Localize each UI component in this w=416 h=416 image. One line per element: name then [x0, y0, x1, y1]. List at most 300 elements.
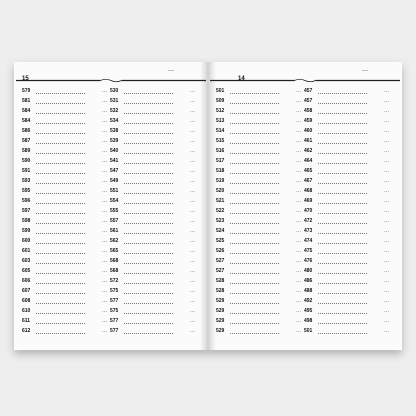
toc-entry	[110, 126, 195, 136]
toc-entry	[110, 266, 195, 276]
toc-entry-title: …	[102, 268, 107, 274]
toc-page-number: 529	[216, 328, 225, 334]
dot-leader	[36, 313, 85, 314]
toc-entry	[110, 136, 195, 146]
toc-entry	[216, 156, 301, 166]
toc-entry-title: …	[384, 248, 389, 254]
toc-entry	[216, 196, 301, 206]
toc-page-number: 512	[216, 108, 225, 114]
dot-leader	[124, 173, 173, 174]
toc-entry-title: …	[102, 208, 107, 214]
toc-entry	[216, 266, 301, 276]
toc-page-number: 581	[22, 98, 31, 104]
toc-page-number: 595	[22, 188, 31, 194]
page-header	[214, 66, 396, 82]
toc-page-number: 562	[110, 238, 119, 244]
toc-entry	[304, 96, 389, 106]
toc-page-number: 529	[216, 318, 225, 324]
toc-page-number: 607	[22, 288, 31, 294]
toc-entry-title: …	[296, 188, 301, 194]
toc-entry-title: …	[384, 108, 389, 114]
toc-entry	[110, 326, 195, 336]
toc-entry-title: …	[102, 228, 107, 234]
toc-entry-title: …	[384, 308, 389, 314]
toc-entry	[216, 206, 301, 216]
toc-entry	[304, 236, 389, 246]
toc-entry	[304, 246, 389, 256]
dot-leader	[36, 233, 85, 234]
toc-entry-title: …	[190, 198, 195, 204]
toc-entry-title: …	[384, 118, 389, 124]
dot-leader	[36, 113, 85, 114]
toc-entry	[110, 176, 195, 186]
dot-leader	[318, 253, 367, 254]
toc-entry	[22, 226, 107, 236]
dot-leader	[36, 123, 85, 124]
toc-entry	[216, 226, 301, 236]
dot-leader	[124, 333, 173, 334]
dot-leader	[318, 243, 367, 244]
dot-leader	[318, 133, 367, 134]
toc-entry	[22, 106, 107, 116]
toc-entry-title: …	[190, 118, 195, 124]
toc-page-number: 599	[22, 228, 31, 234]
dot-leader	[36, 253, 85, 254]
toc-entry-title: …	[384, 238, 389, 244]
toc-entry	[110, 196, 195, 206]
toc-page-number: 596	[22, 198, 31, 204]
toc-entry-title: …	[384, 148, 389, 154]
toc-page-number: 518	[216, 168, 225, 174]
toc-entry-title: …	[190, 268, 195, 274]
dot-leader	[230, 193, 279, 194]
toc-entry-title: …	[296, 228, 301, 234]
dot-leader	[318, 333, 367, 334]
toc-entry-title: …	[102, 128, 107, 134]
toc-entry	[110, 86, 195, 96]
toc-page-number: 527	[216, 268, 225, 274]
toc-entry-title: …	[102, 118, 107, 124]
dot-leader	[318, 303, 367, 304]
toc-entry	[110, 226, 195, 236]
dot-leader	[230, 143, 279, 144]
toc-page-number: 572	[110, 278, 119, 284]
toc-entry	[216, 116, 301, 126]
dot-leader	[36, 213, 85, 214]
toc-page-number: 486	[304, 278, 313, 284]
toc-page-number: 468	[304, 188, 313, 194]
toc-entry	[304, 186, 389, 196]
dot-leader	[230, 243, 279, 244]
dot-leader	[230, 263, 279, 264]
toc-entry	[216, 326, 301, 336]
dot-leader	[124, 93, 173, 94]
toc-entry	[110, 306, 195, 316]
page-header	[20, 66, 202, 82]
toc-entry-title: …	[384, 258, 389, 264]
toc-page-number: 575	[110, 308, 119, 314]
toc-entry	[304, 276, 389, 286]
toc-entry	[22, 86, 107, 96]
toc-entry	[304, 256, 389, 266]
dot-leader	[318, 313, 367, 314]
toc-page-number: 590	[22, 158, 31, 164]
dot-leader	[36, 153, 85, 154]
dot-leader	[230, 253, 279, 254]
toc-page-number: 584	[22, 118, 31, 124]
dot-leader	[230, 103, 279, 104]
toc-page-number: 513	[216, 118, 225, 124]
toc-entry-title: …	[384, 178, 389, 184]
toc-page-number: 495	[304, 308, 313, 314]
toc-entry	[216, 316, 301, 326]
toc-entry-title: …	[190, 178, 195, 184]
dot-leader	[124, 323, 173, 324]
toc-entry	[22, 116, 107, 126]
dot-leader	[124, 133, 173, 134]
toc-entry	[110, 186, 195, 196]
toc-entry-title: …	[296, 308, 301, 314]
running-header: …	[168, 66, 174, 73]
dot-leader	[124, 213, 173, 214]
toc-entry-title: …	[102, 218, 107, 224]
toc-entry	[110, 106, 195, 116]
dot-leader	[230, 233, 279, 234]
open-book	[14, 62, 402, 350]
toc-entry	[110, 296, 195, 306]
toc-entry	[216, 106, 301, 116]
page-number: 14	[238, 76, 245, 82]
dot-leader	[124, 313, 173, 314]
dot-leader	[318, 193, 367, 194]
dot-leader	[230, 313, 279, 314]
toc-page-number: 480	[304, 268, 313, 274]
dot-leader	[36, 143, 85, 144]
toc-page-number: 577	[110, 318, 119, 324]
dot-leader	[36, 163, 85, 164]
toc-entry-title: …	[384, 218, 389, 224]
dot-leader	[318, 93, 367, 94]
toc-page-number: 457	[304, 88, 313, 94]
toc-entry	[216, 286, 301, 296]
toc-entry	[304, 316, 389, 326]
toc-entry-title: …	[190, 328, 195, 334]
toc-entry-title: …	[384, 128, 389, 134]
dot-leader	[124, 163, 173, 164]
toc-entry	[304, 226, 389, 236]
toc-entry	[22, 316, 107, 326]
dot-leader	[124, 183, 173, 184]
toc-page-number: 498	[304, 318, 313, 324]
toc-entry	[22, 136, 107, 146]
dot-leader	[318, 113, 367, 114]
dot-leader	[124, 193, 173, 194]
toc-page-number: 472	[304, 218, 313, 224]
toc-entry-title: …	[384, 278, 389, 284]
toc-page-number: 529	[216, 298, 225, 304]
toc-entry-title: …	[296, 288, 301, 294]
toc-entry	[22, 326, 107, 336]
toc-entry-title: …	[102, 108, 107, 114]
dot-leader	[230, 93, 279, 94]
toc-page-number: 561	[110, 228, 119, 234]
toc-entry-title: …	[102, 328, 107, 334]
dot-leader	[36, 273, 85, 274]
toc-page-number: 514	[216, 128, 225, 134]
toc-page-number: 464	[304, 158, 313, 164]
toc-page-number: 591	[22, 168, 31, 174]
toc-entry-title: …	[296, 268, 301, 274]
toc-entry-title: …	[102, 148, 107, 154]
toc-page-number: 539	[110, 138, 119, 144]
toc-page-number: 469	[304, 198, 313, 204]
toc-entry-title: …	[296, 278, 301, 284]
toc-entry-title: …	[384, 198, 389, 204]
toc-entry	[22, 306, 107, 316]
toc-entry	[22, 176, 107, 186]
dot-leader	[124, 293, 173, 294]
dot-leader	[36, 333, 85, 334]
toc-entry	[216, 176, 301, 186]
toc-entry	[216, 296, 301, 306]
dot-leader	[318, 273, 367, 274]
toc-entry	[304, 296, 389, 306]
toc-entry	[22, 196, 107, 206]
dot-leader	[36, 263, 85, 264]
toc-page-number: 538	[110, 128, 119, 134]
toc-entry	[110, 146, 195, 156]
toc-entry-title: …	[102, 288, 107, 294]
toc-entry-title: …	[190, 138, 195, 144]
toc-entry	[110, 96, 195, 106]
toc-entry	[216, 276, 301, 286]
toc-page-number: 541	[110, 158, 119, 164]
toc-entry	[216, 96, 301, 106]
toc-page-number: 589	[22, 148, 31, 154]
toc-entry-title: …	[296, 208, 301, 214]
toc-entry	[22, 286, 107, 296]
toc-page-number: 462	[304, 148, 313, 154]
dot-leader	[36, 183, 85, 184]
toc-page-number: 549	[110, 178, 119, 184]
toc-entry	[304, 206, 389, 216]
toc-entry-title: …	[102, 158, 107, 164]
toc-entry	[22, 156, 107, 166]
toc-entry-title: …	[190, 278, 195, 284]
dot-leader	[230, 223, 279, 224]
toc-entry	[22, 276, 107, 286]
toc-entry-title: …	[296, 128, 301, 134]
toc-page-number: 605	[22, 268, 31, 274]
toc-entry-title: …	[296, 178, 301, 184]
toc-page-number: 470	[304, 208, 313, 214]
dot-leader	[230, 203, 279, 204]
dot-leader	[124, 233, 173, 234]
toc-page-number: 568	[110, 258, 119, 264]
dot-leader	[124, 123, 173, 124]
toc-page-number: 532	[110, 108, 119, 114]
dot-leader	[36, 103, 85, 104]
toc-entry	[110, 276, 195, 286]
page-number: 15	[22, 76, 29, 82]
toc-page-number: 606	[22, 278, 31, 284]
toc-page-number: 611	[22, 318, 31, 324]
dot-leader	[230, 283, 279, 284]
dot-leader	[318, 143, 367, 144]
dot-leader	[124, 153, 173, 154]
dot-leader	[36, 243, 85, 244]
toc-page-number: 458	[304, 108, 313, 114]
toc-page-number: 457	[304, 98, 313, 104]
toc-entry	[22, 146, 107, 156]
toc-entry	[304, 146, 389, 156]
dot-leader	[230, 323, 279, 324]
toc-entry-title: …	[384, 138, 389, 144]
dot-leader	[124, 253, 173, 254]
header-ornament-rule	[210, 78, 400, 83]
dot-leader	[318, 183, 367, 184]
toc-entry-title: …	[102, 278, 107, 284]
toc-entry	[304, 176, 389, 186]
toc-page-number: 527	[216, 258, 225, 264]
toc-entry	[304, 106, 389, 116]
toc-entry-title: …	[384, 318, 389, 324]
toc-entry-title: …	[384, 98, 389, 104]
toc-page-number: 528	[216, 278, 225, 284]
toc-entry-title: …	[384, 158, 389, 164]
toc-entry-title: …	[102, 248, 107, 254]
dot-leader	[124, 263, 173, 264]
toc-entry	[216, 216, 301, 226]
dot-leader	[318, 233, 367, 234]
toc-page-number: 526	[216, 248, 225, 254]
toc-page-number: 608	[22, 298, 31, 304]
dot-leader	[318, 263, 367, 264]
toc-entry-title: …	[384, 188, 389, 194]
toc-entry	[216, 86, 301, 96]
toc-entry	[216, 236, 301, 246]
toc-page-number: 474	[304, 238, 313, 244]
toc-entry-title: …	[384, 168, 389, 174]
toc-column	[22, 86, 107, 336]
dot-leader	[36, 173, 85, 174]
toc-entry	[22, 96, 107, 106]
toc-entry	[216, 166, 301, 176]
toc-entry	[22, 296, 107, 306]
toc-entry-title: …	[296, 88, 301, 94]
toc-page-number: 460	[304, 128, 313, 134]
toc-entry	[304, 266, 389, 276]
toc-page-number: 461	[304, 138, 313, 144]
toc-entry	[304, 116, 389, 126]
toc-entry-title: …	[102, 168, 107, 174]
dot-leader	[124, 103, 173, 104]
toc-page-number: 473	[304, 228, 313, 234]
dot-leader	[318, 283, 367, 284]
toc-entry-title: …	[190, 318, 195, 324]
dot-leader	[318, 103, 367, 104]
toc-entry-title: …	[384, 298, 389, 304]
toc-entry	[304, 126, 389, 136]
toc-entry-title: …	[296, 328, 301, 334]
toc-page-number: 517	[216, 158, 225, 164]
dot-leader	[36, 193, 85, 194]
toc-entry-title: …	[384, 208, 389, 214]
dot-leader	[124, 303, 173, 304]
dot-leader	[230, 303, 279, 304]
dot-leader	[36, 303, 85, 304]
toc-column	[216, 86, 301, 336]
dot-leader	[230, 123, 279, 124]
toc-page-number: 555	[110, 208, 119, 214]
toc-entry-title: …	[190, 288, 195, 294]
toc-page-number: 540	[110, 148, 119, 154]
toc-page-number: 530	[110, 88, 119, 94]
toc-entry	[110, 116, 195, 126]
dot-leader	[230, 293, 279, 294]
toc-entry-title: …	[190, 98, 195, 104]
toc-entry-title: …	[190, 238, 195, 244]
toc-page-number: 501	[304, 328, 313, 334]
dot-leader	[124, 113, 173, 114]
dot-leader	[318, 163, 367, 164]
toc-entry-title: …	[190, 158, 195, 164]
toc-page-number: 519	[216, 178, 225, 184]
toc-entry	[304, 166, 389, 176]
toc-entry-title: …	[102, 98, 107, 104]
toc-page-number: 520	[216, 188, 225, 194]
toc-page-number: 551	[110, 188, 119, 194]
toc-page-number: 509	[216, 98, 225, 104]
toc-entry	[304, 216, 389, 226]
header-ornament-rule	[16, 78, 206, 83]
toc-entry	[110, 216, 195, 226]
running-header: …	[362, 66, 368, 73]
dot-leader	[318, 153, 367, 154]
toc-page-number: 476	[304, 258, 313, 264]
toc-page-number: 515	[216, 138, 225, 144]
toc-page-number: 459	[304, 118, 313, 124]
toc-entry-title: …	[296, 158, 301, 164]
toc-entry-title: …	[296, 118, 301, 124]
toc-page-number: 529	[216, 308, 225, 314]
toc-entry	[216, 186, 301, 196]
toc-entry-title: …	[190, 228, 195, 234]
toc-page-number: 521	[216, 198, 225, 204]
dot-leader	[124, 283, 173, 284]
toc-entry	[110, 316, 195, 326]
toc-entry-title: …	[190, 218, 195, 224]
toc-entry	[22, 246, 107, 256]
toc-entry-title: …	[296, 108, 301, 114]
dot-leader	[230, 213, 279, 214]
toc-entry-title: …	[384, 228, 389, 234]
toc-page-number: 492	[304, 298, 313, 304]
dot-leader	[230, 133, 279, 134]
toc-page-number: 598	[22, 218, 31, 224]
toc-entry	[110, 256, 195, 266]
toc-entry	[110, 246, 195, 256]
dot-leader	[230, 113, 279, 114]
toc-page-number: 525	[216, 238, 225, 244]
toc-entry	[304, 196, 389, 206]
toc-entry-title: …	[296, 218, 301, 224]
toc-page-number: 475	[304, 248, 313, 254]
toc-page-number: 488	[304, 288, 313, 294]
toc-page-number: 593	[22, 178, 31, 184]
toc-page-number: 612	[22, 328, 31, 334]
dot-leader	[318, 213, 367, 214]
